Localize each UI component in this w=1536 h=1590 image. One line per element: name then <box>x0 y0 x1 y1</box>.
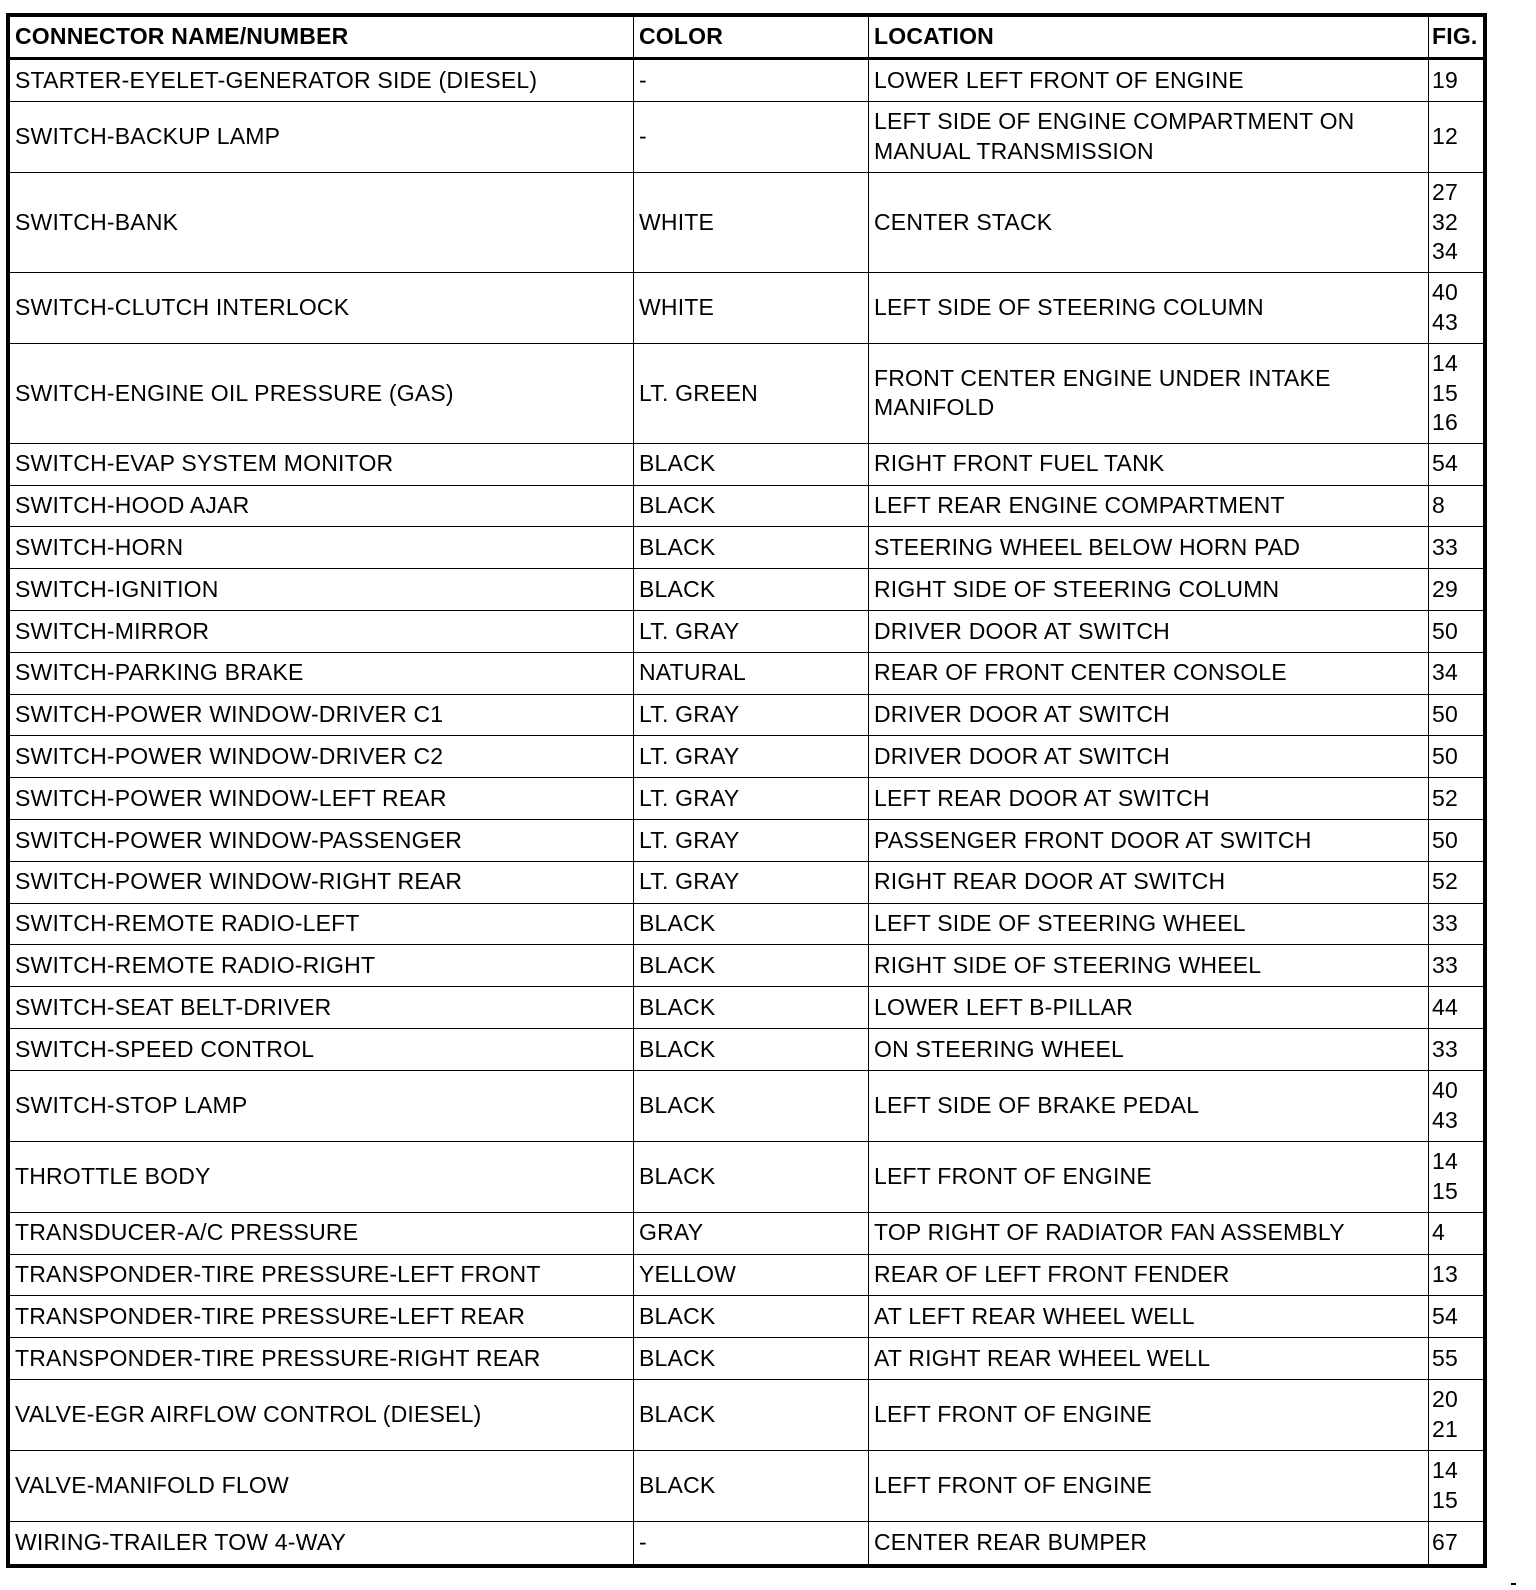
location-line: AT RIGHT REAR WHEEL WELL <box>874 1344 1211 1371</box>
location-line: DRIVER DOOR AT SWITCH <box>874 617 1170 644</box>
fig-number: 33 <box>1432 1035 1458 1062</box>
fig-number: 4 <box>1432 1219 1445 1246</box>
color-cell: BLACK <box>634 1380 869 1450</box>
table-row <box>10 611 1483 653</box>
location-cell <box>869 611 1429 652</box>
fig-number: 13 <box>1432 1261 1458 1288</box>
connector-name-cell: SWITCH-BANK <box>10 173 634 272</box>
location-cell <box>869 987 1429 1028</box>
fig-number: 32 <box>1432 208 1458 235</box>
fig-cell <box>1429 1071 1483 1141</box>
location-cell <box>869 344 1429 443</box>
location-cell <box>869 527 1429 568</box>
table-row <box>10 273 1483 344</box>
fig-number: 29 <box>1432 575 1458 602</box>
fig-number: 40 <box>1432 279 1458 306</box>
fig-number: 54 <box>1432 450 1458 477</box>
location-cell <box>869 102 1429 172</box>
color-cell: LT. GRAY <box>634 820 869 861</box>
connector-name-cell: SWITCH-POWER WINDOW-LEFT REAR <box>10 778 634 819</box>
color-cell: BLACK <box>634 945 869 986</box>
fig-cell <box>1429 904 1483 945</box>
table-row <box>10 444 1483 486</box>
fig-cell <box>1429 1142 1483 1212</box>
connector-name-cell: VALVE-EGR AIRFLOW CONTROL (DIESEL) <box>10 1380 634 1450</box>
table-row <box>10 653 1483 695</box>
location-cell <box>869 820 1429 861</box>
location-line: DRIVER DOOR AT SWITCH <box>874 701 1170 728</box>
color-cell: LT. GRAY <box>634 695 869 736</box>
location-cell <box>869 569 1429 610</box>
table-row <box>10 344 1483 444</box>
fig-number: 16 <box>1432 409 1458 436</box>
fig-number: 43 <box>1432 1106 1458 1133</box>
fig-cell <box>1429 527 1483 568</box>
connector-name-cell: SWITCH-POWER WINDOW-DRIVER C1 <box>10 695 634 736</box>
fig-cell <box>1429 1213 1483 1254</box>
location-cell <box>869 1029 1429 1070</box>
location-cell <box>869 444 1429 485</box>
table-row <box>10 1296 1483 1338</box>
fig-cell <box>1429 945 1483 986</box>
fig-cell <box>1429 778 1483 819</box>
table-row <box>10 778 1483 820</box>
location-cell <box>869 1255 1429 1296</box>
color-cell: BLACK <box>634 1071 869 1141</box>
fig-number: 43 <box>1432 308 1458 335</box>
color-cell: BLACK <box>634 444 869 485</box>
color-cell: BLACK <box>634 527 869 568</box>
location-cell <box>869 60 1429 101</box>
table-row <box>10 987 1483 1029</box>
fig-cell <box>1429 862 1483 903</box>
table-row <box>10 945 1483 987</box>
color-cell: YELLOW <box>634 1255 869 1296</box>
fig-cell <box>1429 1451 1483 1521</box>
fig-cell <box>1429 1522 1483 1564</box>
table-row <box>10 820 1483 862</box>
location-cell <box>869 695 1429 736</box>
location-line: REAR OF LEFT FRONT FENDER <box>874 1261 1230 1288</box>
fig-number: 33 <box>1432 534 1458 561</box>
location-line: LEFT SIDE OF ENGINE COMPARTMENT ON <box>874 108 1355 135</box>
table-row <box>10 173 1483 273</box>
location-line: LEFT FRONT OF ENGINE <box>874 1401 1152 1428</box>
location-cell <box>869 862 1429 903</box>
header-color: COLOR <box>634 17 869 57</box>
connector-name-cell: SWITCH-SEAT BELT-DRIVER <box>10 987 634 1028</box>
color-cell: BLACK <box>634 486 869 527</box>
table-row <box>10 736 1483 778</box>
fig-number: 14 <box>1432 350 1458 377</box>
location-line: LEFT FRONT OF ENGINE <box>874 1163 1152 1189</box>
connector-name-cell: THROTTLE BODY <box>10 1142 634 1212</box>
fig-cell <box>1429 173 1483 272</box>
fig-cell <box>1429 987 1483 1028</box>
connector-name-cell: SWITCH-CLUTCH INTERLOCK <box>10 273 634 343</box>
table-row <box>10 1380 1483 1451</box>
table-row <box>10 1255 1483 1297</box>
fig-number: 52 <box>1432 868 1458 895</box>
fig-number: 44 <box>1432 993 1458 1020</box>
color-cell: BLACK <box>634 904 869 945</box>
location-cell <box>869 778 1429 819</box>
location-cell <box>869 1522 1429 1564</box>
location-line: CENTER STACK <box>874 208 1053 235</box>
location-cell <box>869 904 1429 945</box>
location-cell <box>869 1213 1429 1254</box>
connector-name-cell: VALVE-MANIFOLD FLOW <box>10 1451 634 1521</box>
connector-name-cell: STARTER-EYELET-GENERATOR SIDE (DIESEL) <box>10 60 634 101</box>
fig-cell <box>1429 273 1483 343</box>
table-row <box>10 1071 1483 1142</box>
fig-number: 15 <box>1432 379 1458 406</box>
table-row <box>10 862 1483 904</box>
connector-name-cell: SWITCH-MIRROR <box>10 611 634 652</box>
color-cell: BLACK <box>634 1338 869 1379</box>
connector-name-cell: SWITCH-BACKUP LAMP <box>10 102 634 172</box>
location-line: ON STEERING WHEEL <box>874 1035 1125 1062</box>
color-cell: WHITE <box>634 173 869 272</box>
table-row <box>10 904 1483 946</box>
fig-cell <box>1429 820 1483 861</box>
fig-cell <box>1429 611 1483 652</box>
location-line: RIGHT REAR DOOR AT SWITCH <box>874 868 1226 895</box>
color-cell: BLACK <box>634 1296 869 1337</box>
connector-name-cell: SWITCH-ENGINE OIL PRESSURE (GAS) <box>10 344 634 443</box>
color-cell: LT. GRAY <box>634 611 869 652</box>
table-row <box>10 1029 1483 1071</box>
color-cell: BLACK <box>634 1029 869 1070</box>
color-cell: - <box>634 60 869 101</box>
fig-cell <box>1429 736 1483 777</box>
location-line: LEFT SIDE OF STEERING WHEEL <box>874 910 1246 937</box>
color-cell: GRAY <box>634 1213 869 1254</box>
color-cell: LT. GRAY <box>634 778 869 819</box>
fig-cell <box>1429 695 1483 736</box>
location-line: TOP RIGHT OF RADIATOR FAN ASSEMBLY <box>874 1219 1345 1246</box>
fig-cell <box>1429 1255 1483 1296</box>
connector-name-cell: SWITCH-POWER WINDOW-DRIVER C2 <box>10 736 634 777</box>
fig-cell <box>1429 344 1483 443</box>
fig-number: 54 <box>1432 1302 1458 1329</box>
location-cell <box>869 1296 1429 1337</box>
location-line: LEFT SIDE OF BRAKE PEDAL <box>874 1092 1200 1118</box>
connector-name-cell: SWITCH-HORN <box>10 527 634 568</box>
fig-cell <box>1429 444 1483 485</box>
fig-number: 8 <box>1432 492 1445 519</box>
location-line: LOWER LEFT FRONT OF ENGINE <box>874 66 1244 93</box>
fig-number: 50 <box>1432 617 1458 644</box>
location-line: LEFT FRONT OF ENGINE <box>874 1472 1152 1499</box>
table-row <box>10 1213 1483 1255</box>
location-cell <box>869 1142 1429 1212</box>
fig-cell <box>1429 60 1483 101</box>
connector-name-cell: SWITCH-EVAP SYSTEM MONITOR <box>10 444 634 485</box>
fig-number: 34 <box>1432 659 1458 686</box>
table-row <box>10 695 1483 737</box>
location-line: MANUAL TRANSMISSION <box>874 137 1154 164</box>
connector-name-cell: TRANSPONDER-TIRE PRESSURE-LEFT FRONT <box>10 1255 634 1296</box>
color-cell: BLACK <box>634 987 869 1028</box>
location-line: PASSENGER FRONT DOOR AT SWITCH <box>874 826 1312 853</box>
fig-number: 50 <box>1432 826 1458 853</box>
location-cell <box>869 1338 1429 1379</box>
connector-name-cell: SWITCH-POWER WINDOW-RIGHT REAR <box>10 862 634 903</box>
location-line: LEFT SIDE OF STEERING COLUMN <box>874 294 1264 321</box>
location-line: LEFT REAR DOOR AT SWITCH <box>874 784 1210 811</box>
location-line: RIGHT FRONT FUEL TANK <box>874 450 1165 477</box>
connector-name-cell: SWITCH-REMOTE RADIO-LEFT <box>10 904 634 945</box>
connector-name-cell: SWITCH-IGNITION <box>10 569 634 610</box>
connector-name-cell: SWITCH-PARKING BRAKE <box>10 653 634 694</box>
location-cell <box>869 653 1429 694</box>
fig-cell <box>1429 102 1483 172</box>
location-line: DRIVER DOOR AT SWITCH <box>874 743 1170 770</box>
connector-name-cell: SWITCH-SPEED CONTROL <box>10 1029 634 1070</box>
table-header-row <box>10 17 1483 60</box>
fig-number: 27 <box>1432 179 1458 206</box>
location-cell <box>869 736 1429 777</box>
table-row <box>10 527 1483 569</box>
fig-number: 50 <box>1432 701 1458 728</box>
fig-cell <box>1429 1338 1483 1379</box>
fig-number: 12 <box>1432 123 1458 150</box>
header-connector-name: CONNECTOR NAME/NUMBER <box>10 17 634 57</box>
location-line: LEFT REAR ENGINE COMPARTMENT <box>874 492 1285 519</box>
table-row <box>10 569 1483 611</box>
page-mark <box>1511 1583 1516 1585</box>
connector-name-cell: SWITCH-HOOD AJAR <box>10 486 634 527</box>
fig-number: 50 <box>1432 743 1458 770</box>
color-cell: BLACK <box>634 1142 869 1212</box>
location-line: MANIFOLD <box>874 394 995 421</box>
fig-number: 14 <box>1432 1148 1458 1175</box>
location-cell <box>869 945 1429 986</box>
fig-cell <box>1429 1380 1483 1450</box>
color-cell: LT. GREEN <box>634 344 869 443</box>
color-cell: NATURAL <box>634 653 869 694</box>
color-cell: WHITE <box>634 273 869 343</box>
table-row <box>10 1522 1483 1564</box>
table-row <box>10 1142 1483 1213</box>
fig-number: 34 <box>1432 238 1458 265</box>
location-cell <box>869 1380 1429 1450</box>
fig-cell <box>1429 1296 1483 1337</box>
table-body <box>10 60 1483 1564</box>
fig-number: 55 <box>1432 1344 1458 1371</box>
location-cell <box>869 1071 1429 1141</box>
color-cell: - <box>634 102 869 172</box>
fig-number: 52 <box>1432 784 1458 811</box>
color-cell: BLACK <box>634 1451 869 1521</box>
fig-cell <box>1429 486 1483 527</box>
connector-name-cell: TRANSDUCER-A/C PRESSURE <box>10 1213 634 1254</box>
location-cell <box>869 486 1429 527</box>
location-line: RIGHT SIDE OF STEERING WHEEL <box>874 952 1262 978</box>
location-cell <box>869 273 1429 343</box>
fig-number: 20 <box>1432 1386 1458 1413</box>
location-line: FRONT CENTER ENGINE UNDER INTAKE <box>874 364 1331 391</box>
color-cell: LT. GRAY <box>634 736 869 777</box>
location-line: REAR OF FRONT CENTER CONSOLE <box>874 659 1287 686</box>
fig-cell <box>1429 653 1483 694</box>
connector-name-cell: SWITCH-POWER WINDOW-PASSENGER <box>10 820 634 861</box>
connector-name-cell: WIRING-TRAILER TOW 4-WAY <box>10 1522 634 1564</box>
table-row <box>10 1451 1483 1522</box>
connector-name-cell: TRANSPONDER-TIRE PRESSURE-LEFT REAR <box>10 1296 634 1337</box>
fig-number: 33 <box>1432 952 1458 978</box>
fig-number: 67 <box>1432 1529 1458 1556</box>
location-line: RIGHT SIDE OF STEERING COLUMN <box>874 575 1280 602</box>
location-line: STEERING WHEEL BELOW HORN PAD <box>874 534 1301 561</box>
fig-number: 15 <box>1432 1177 1458 1204</box>
table-row <box>10 486 1483 528</box>
fig-number: 15 <box>1432 1486 1458 1513</box>
location-line: AT LEFT REAR WHEEL WELL <box>874 1302 1195 1329</box>
header-fig: FIG. <box>1432 23 1478 50</box>
table-row <box>10 1338 1483 1380</box>
header-location: LOCATION <box>869 17 1429 57</box>
location-cell <box>869 1451 1429 1521</box>
location-line: LOWER LEFT B-PILLAR <box>874 993 1134 1020</box>
color-cell: BLACK <box>634 569 869 610</box>
fig-number: 14 <box>1432 1457 1458 1484</box>
color-cell: LT. GRAY <box>634 862 869 903</box>
table-row <box>10 102 1483 173</box>
connector-name-cell: SWITCH-REMOTE RADIO-RIGHT <box>10 945 634 986</box>
connector-name-cell: TRANSPONDER-TIRE PRESSURE-RIGHT REAR <box>10 1338 634 1379</box>
connector-location-table <box>6 13 1487 1568</box>
fig-cell <box>1429 569 1483 610</box>
fig-number: 33 <box>1432 910 1458 937</box>
fig-cell <box>1429 1029 1483 1070</box>
fig-number: 19 <box>1432 66 1458 93</box>
fig-number: 21 <box>1432 1415 1458 1442</box>
connector-name-cell: SWITCH-STOP LAMP <box>10 1071 634 1141</box>
location-line: CENTER REAR BUMPER <box>874 1529 1148 1556</box>
location-cell <box>869 173 1429 272</box>
fig-number: 40 <box>1432 1077 1458 1104</box>
color-cell: - <box>634 1522 869 1564</box>
table-row <box>10 60 1483 102</box>
